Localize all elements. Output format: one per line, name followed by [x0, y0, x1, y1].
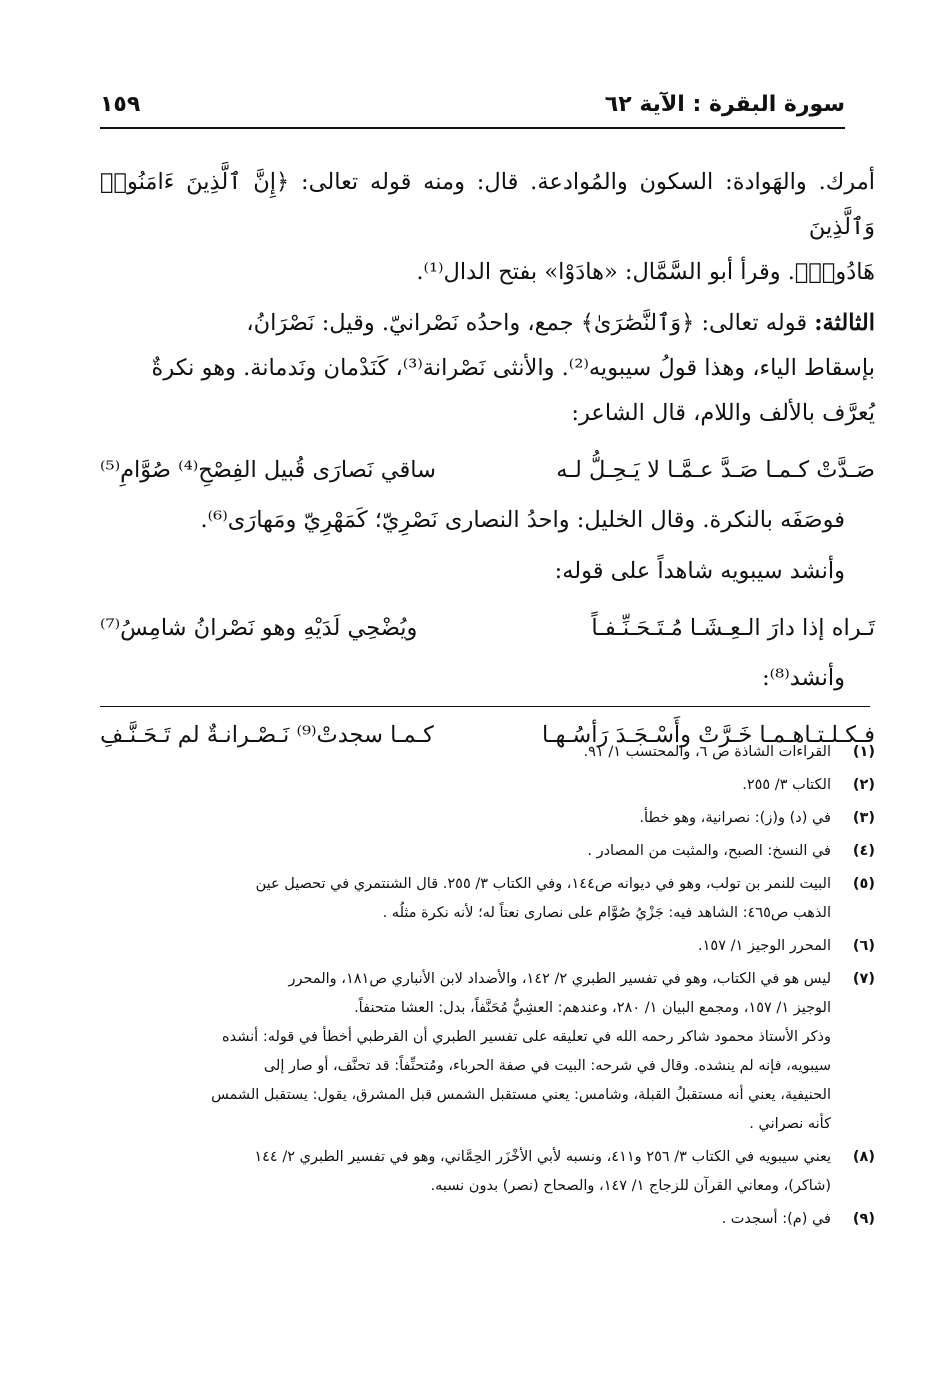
footnote — [100, 965, 875, 1139]
footnote-number: (٤) — [852, 843, 875, 859]
page-header — [100, 92, 845, 126]
footnote-line: كأنه نصراني . — [749, 1116, 831, 1132]
footnote-line: في (د) و(ز): نصرانية، وهو خطأ. — [639, 810, 831, 826]
verse-first-hemistich: فـكـلـتـاهـمـا خَـرَّتْ وأَسْـجَـدَ رَأسُـهـا — [542, 722, 875, 748]
text-line: أمرك. والهَوادة: السكون والمُوادعة. قال: ومنه قوله تعالى: ﴿إِنَّ ٱلَّذِينَ ءَامَنُوا۟ وَٱلَّذِينَ — [100, 169, 875, 240]
text-line — [100, 301, 875, 346]
footnote-number: (٣) — [852, 810, 875, 826]
paragraph-4: وأنشد سيبويه شاهداً على قوله: — [554, 558, 845, 584]
header-rule — [100, 127, 845, 129]
footnote-line: البيت للنمر بن تولب، وهو في ديوانه ص١٤٤، وفي الكتاب ٣/ ٢٥٥. قال الشنتمري في تحصيل عين — [255, 876, 831, 892]
footnote-number: (٧) — [852, 971, 875, 987]
footnote-line: سيبويه، فإنه لم ينشده. وقال في شرحه: البيت في صفة الحرباء، ومُتحنِّفاً: قد تحنَّف، أو صار إلى — [263, 1058, 831, 1074]
text-line: هَادُوا۟﴾. وقرأ أبو السَّمَّال: «هادَوْا» بفتح الدال⁽¹⁾. — [416, 259, 875, 285]
verse-second-hemistich: ويُضْحِي لَدَيْهِ وهو نَصْرانُ شامِسُ⁽⁷⁾ — [100, 615, 418, 641]
footnotes — [100, 738, 875, 1238]
paragraph-3: فوصَفَه بالنكرة. وقال الخليل: واحدُ النصارى نَصْرِيّ؛ كَمَهْرِيّ ومَهارَى⁽⁶⁾. — [200, 507, 845, 533]
verse-first-hemistich: صَـدَّتْ كـمـا صَـدَّ عـمَّـا لا يَـحِـلُّ لـه — [556, 457, 875, 483]
footnote-line: القراءات الشاذة ص ٦، والمحتسب ١/ ٩١. — [583, 744, 831, 760]
footnote — [100, 932, 875, 961]
footnote-text — [100, 965, 831, 1139]
footnote-line: في (م): أسجدت . — [721, 1211, 831, 1227]
paragraph-5: وأنشد⁽⁸⁾: — [762, 665, 845, 691]
footnote-line: في النسخ: الصبح، والمثبت من المصادر . — [587, 843, 831, 859]
text-line: بإسقاط الياء، وهذا قولُ سيبويه⁽²⁾. والأنثى نَصْرانة⁽³⁾، كَنَدْمان ونَدمانة. وهو نكرةٌ — [151, 355, 875, 381]
footnote — [100, 738, 875, 767]
footnote-number: (٨) — [852, 1149, 875, 1165]
footnote-text — [100, 932, 831, 961]
verse-1 — [100, 442, 875, 498]
footnote-number: (٦) — [852, 938, 875, 954]
footnote-line: الحنيفية، يعني أنه مستقبلُ القبلة، وشامس: يعني مستقبل الشمس قبل المشرق، يقول: يستقبل الشمس — [211, 1087, 831, 1103]
paragraph-1 — [100, 160, 875, 295]
footnote-text — [100, 1143, 831, 1201]
footnote — [100, 870, 875, 928]
footnote-line: المحرر الوجيز ١/ ١٥٧. — [698, 938, 831, 954]
footnote-line: ليس هو في الكتاب، وهو في تفسير الطبري ٢/ ١٤٢، والأضداد لابن الأنباري ص١٨١، والمحرر — [288, 971, 831, 987]
footnote-text — [100, 804, 831, 833]
paragraph-2 — [100, 301, 875, 436]
footnote-separator — [100, 706, 870, 707]
verse-2 — [100, 600, 875, 656]
main-text — [100, 160, 875, 763]
footnote-number: (٥) — [852, 876, 875, 892]
footnote-text — [100, 771, 831, 800]
footnote-number: (٢) — [852, 777, 875, 793]
footnote-line: الذهب ص٤٦٥: الشاهد فيه: جَزْيُ صُوَّام على نصارى نعتاً له؛ لأنه نكرة مثلُه . — [382, 905, 831, 921]
footnote-text — [100, 837, 831, 866]
footnote-line: (شاكر)، ومعاني القرآن للزجاج ١/ ١٤٧، والصحاح (نصر) بدون نسبه. — [430, 1178, 831, 1194]
footnote-line: الكتاب ٣/ ٢٥٥. — [742, 777, 831, 793]
verse-second-hemistich: كـمـا سجدتْ⁽⁹⁾ نَـصْـرانـةٌ لم تَـحَـنَّـفِ — [100, 722, 434, 748]
footnote — [100, 771, 875, 800]
footnote — [100, 837, 875, 866]
verse-first-hemistich: تَـراه إذا دارَ الـعِـشَـا مُـتَـحَـنِّـفـاً — [591, 615, 875, 641]
footnote-line: يعني سيبويه في الكتاب ٣/ ٢٥٦ و٤١١، ونسبه لأبي الأخْزَر الحِمَّاني، وهو في تفسير الطبري ٢/ ١٤٤ — [254, 1149, 831, 1165]
text-run: قوله تعالى: ﴿وَٱلنَّصَٰرَىٰ﴾ جمع، واحدُه نَصْرانيّ. وقيل: نَصْرَانُ، — [246, 310, 815, 336]
footnote — [100, 1205, 875, 1234]
footnote-text — [100, 738, 831, 767]
section-keyword: الثالثة: — [814, 310, 875, 336]
text-line: يُعرَّف بالألف واللام، قال الشاعر: — [571, 400, 875, 426]
footnote-number: (١) — [852, 744, 875, 760]
footnote — [100, 1143, 875, 1201]
footnote-line: الوجيز ١/ ١٥٧، ومجمع البيان ١/ ٢٨٠، وعندهم: العشِيُّ مُحَنَّفاً، بدل: العشا متحنفاً. — [354, 1000, 831, 1016]
footnote — [100, 804, 875, 833]
footnote-number: (٩) — [852, 1211, 875, 1227]
verse-second-hemistich: ساقي نَصارَى قُبيل الفِصْحِ⁽⁴⁾ صُوَّامِ⁽⁵⁾ — [100, 457, 436, 483]
running-title: سورة البقرة : الآية ٦٢ — [604, 92, 845, 117]
footnote-text — [100, 870, 831, 928]
page-number: ١٥٩ — [100, 92, 141, 117]
footnote-text — [100, 1205, 831, 1234]
footnote-line: وذكر الأستاذ محمود شاكر رحمه الله في تعليقه على تفسير الطبري أن القرطبي أخطأ في قوله: أنشده — [222, 1029, 831, 1045]
